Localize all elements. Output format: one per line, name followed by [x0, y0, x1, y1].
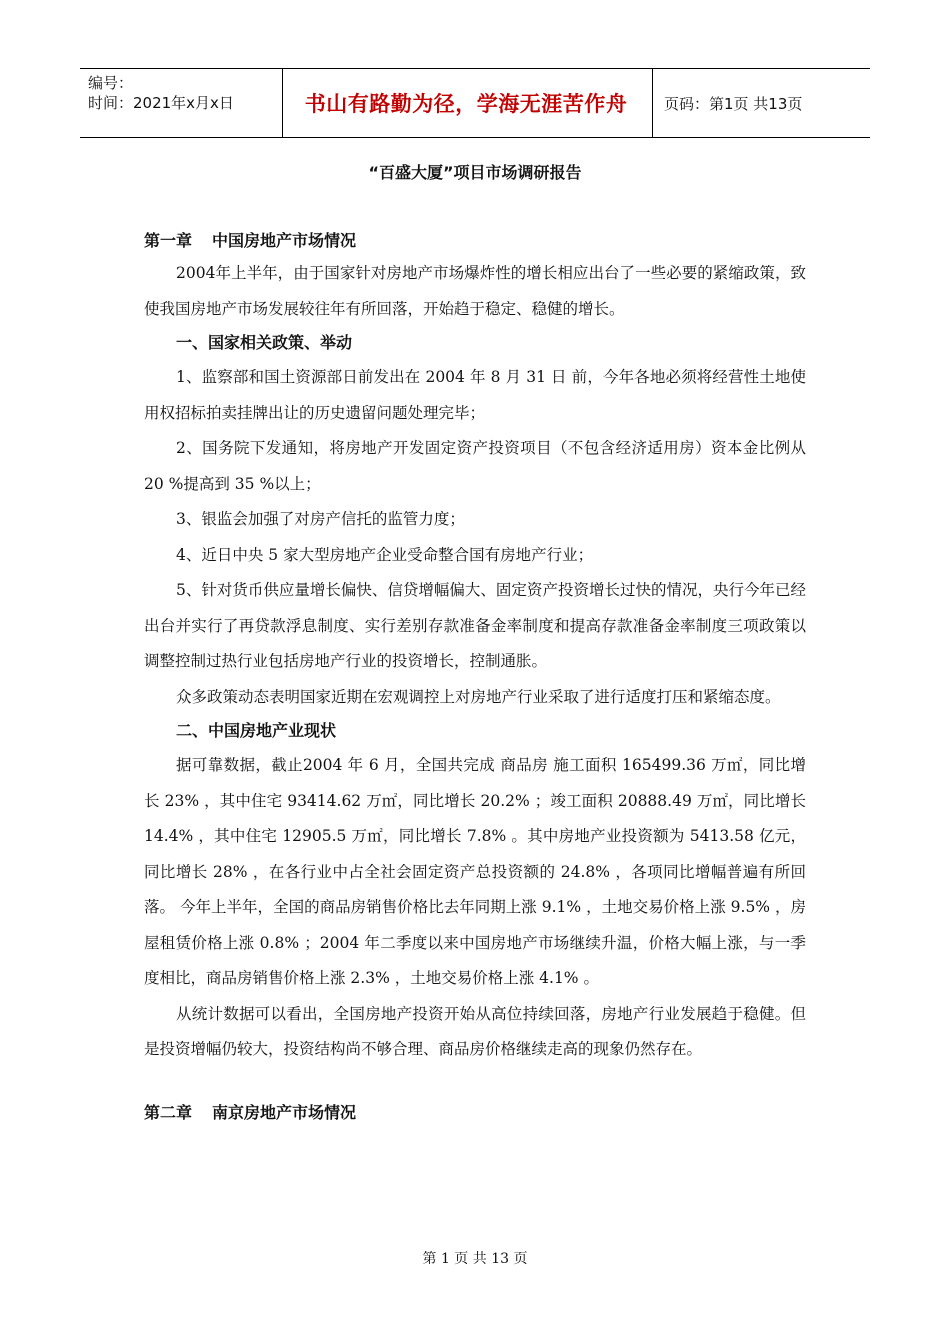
section-heading: 一、国家相关政策、举动 [176, 333, 353, 352]
section-heading: 二、中国房地产业现状 [176, 721, 337, 740]
chapter-number: 第一章 [144, 231, 193, 250]
header-motto: 书山有路勤为径，学海无涯苦作舟 [304, 92, 628, 116]
paragraph: 2004年上半年，由于国家针对房地产市场爆炸性的增长相应出台了一些必要的紧缩政策，致使我国房地产市场发展较往年有所回落，开始趋于稳定、稳健的增长。 [144, 264, 806, 318]
paragraph: 从统计数据可以看出，全国房地产投资开始从高位持续回落，房地产行业发展趋于稳健。但是投资增幅仍较大，投资结构尚不够合理、商品房价格继续走高的现象仍然存在。 [144, 1004, 806, 1058]
header-meta [88, 73, 234, 113]
chapter-heading [144, 226, 806, 256]
paragraph: 众多政策动态表明国家近期在宏观调控上对房地产行业采取了进行适度打压和紧缩态度。 [176, 687, 781, 706]
paragraph: 据可靠数据，截止2004 年 6 月，全国共完成 商品房 施工面积 165499.36 万㎡，同比增长 23% ，其中住宅 93414.62 万㎡，同比增长 20.2% ；竣工面积 20888.49 万㎡，同比增长 14.4% ，其中住宅 12905.5 万㎡，同比增长 7.8% 。其中房地产业投资额为 5413.58 亿元，同比增长 28% ，在各行业中占全社会固定资产总投资额的 24.8% ，各项同比增幅普遍有所回落。 今年上半年，全国的商品房销售价格比去年同期上涨 9.1% ，土地交易价格上涨 9.5% ，房屋租赁价格上涨 0.8% ；2004 年二季度以来中国房地产市场继续升温，价格大幅上涨，与一季度相比，商品房销售价格上涨 2.3% ，土地交易价格上涨 4.1% 。 [144, 756, 806, 987]
list-item: 2、国务院下发通知，将房地产开发固定资产投资项目（不包含经济适用房）资本金比例从 20 %提高到 35 %以上； [144, 439, 806, 493]
list-item: 5、针对货币供应量增长偏快、信贷增幅偏大、固定资产投资增长过快的情况，央行今年已经出台并实行了再贷款浮息制度、实行差别存款准备金率制度和提高存款准备金率制度三项政策以调整控制过热行业包括房地产行业的投资增长，控制通胀。 [144, 581, 806, 670]
document-body [144, 226, 806, 1128]
header-divider [652, 69, 653, 137]
list-item: 3、银监会加强了对房产信托的监管力度； [176, 510, 465, 528]
page-footer: 第 1 页 共 13 页 [422, 1251, 528, 1267]
document-title: “百盛大厦”项目市场调研报告 [368, 163, 582, 182]
chapter-name: 南京房地产市场情况 [212, 1102, 357, 1122]
header-time-label: 时间：2021年x月x日 [88, 94, 234, 112]
page-header [80, 68, 870, 138]
chapter-heading [144, 1098, 806, 1128]
chapter-number: 第二章 [144, 1102, 193, 1122]
chapter-name: 中国房地产市场情况 [212, 231, 357, 250]
header-page-info: 页码：第1页 共13页 [664, 94, 803, 113]
list-item: 4、近日中央 5 家大型房地产企业受命整合国有房地产行业； [176, 545, 594, 564]
list-item: 1、监察部和国土资源部日前发出在 2004 年 8 月 31 日 前，今年各地必须将经营性土地使用权招标拍卖挂牌出让的历史遗留问题处理完毕； [144, 368, 806, 422]
header-number-label: 编号： [88, 74, 134, 92]
